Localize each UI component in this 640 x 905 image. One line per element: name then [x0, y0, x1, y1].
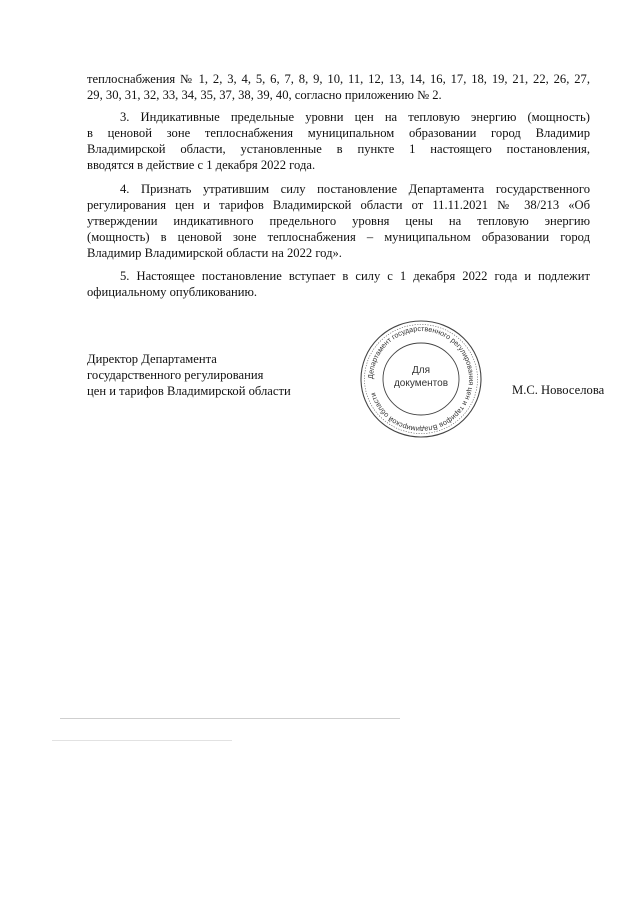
signatory-title-line: государственного регулирования: [87, 368, 264, 382]
text-line: утверждении индикативного предельного уровня цены на тепловую энергию: [87, 214, 590, 228]
text-line: теплоснабжения № 1, 2, 3, 4, 5, 6, 7, 8, 9, 10, 11, 12, 13, 14, 16, 17, 18, 19, 21, 22, 26, 27,: [87, 72, 590, 86]
text-line: официальному опубликованию.: [87, 285, 258, 299]
text-line: регулирования цен и тарифов Владимирской области от 11.11.2021 № 38/213 «Об: [87, 198, 590, 212]
signatory-title-line: Директор Департамента: [87, 352, 217, 366]
signatory-title-line: цен и тарифов Владимирской области: [87, 384, 291, 398]
stamp-center-line: Для: [411, 365, 431, 376]
text-line: 29, 30, 31, 32, 33, 34, 35, 37, 38, 39, 40, согласно приложению № 2.: [87, 88, 442, 102]
paragraph-item-5: [87, 268, 590, 300]
paragraph-continuation: [87, 71, 590, 103]
paragraph-item-3: [87, 109, 590, 173]
signatory-title: [87, 351, 291, 399]
paragraph-item-4: [87, 181, 590, 261]
signatory-name: М.С. Новоселова: [512, 383, 605, 397]
text-line: (мощность) в ценовой зоне теплоснабжения – муниципальном образовании город: [87, 230, 590, 244]
stamp-center-line: документов: [393, 378, 449, 389]
text-line: Владимирской области, установленные в пункте 1 настоящего постановления,: [87, 142, 590, 156]
text-line: Владимир Владимирской области на 2022 год».: [87, 246, 342, 260]
text-line: в ценовой зоне теплоснабжения муниципальном образовании город Владимир: [87, 126, 590, 140]
text-line: 5. Настоящее постановление вступает в силу с 1 декабря 2022 года и подлежит: [120, 269, 590, 283]
scan-artifact-line: [52, 740, 232, 741]
text-line: 3. Индикативные предельные уровни цен на тепловую энергию (мощность): [120, 110, 590, 124]
text-line: 4. Признать утратившим силу постановление Департамента государственного: [120, 182, 590, 196]
scan-artifact-line: [60, 718, 400, 719]
stamp-seal-icon: [356, 316, 486, 442]
official-stamp: [356, 316, 486, 442]
stamp-ring-text: Департамент государственного регулирования цен и тарифов Владимирской области: [365, 323, 477, 435]
text-line: вводятся в действие с 1 декабря 2022 года.: [87, 158, 316, 172]
